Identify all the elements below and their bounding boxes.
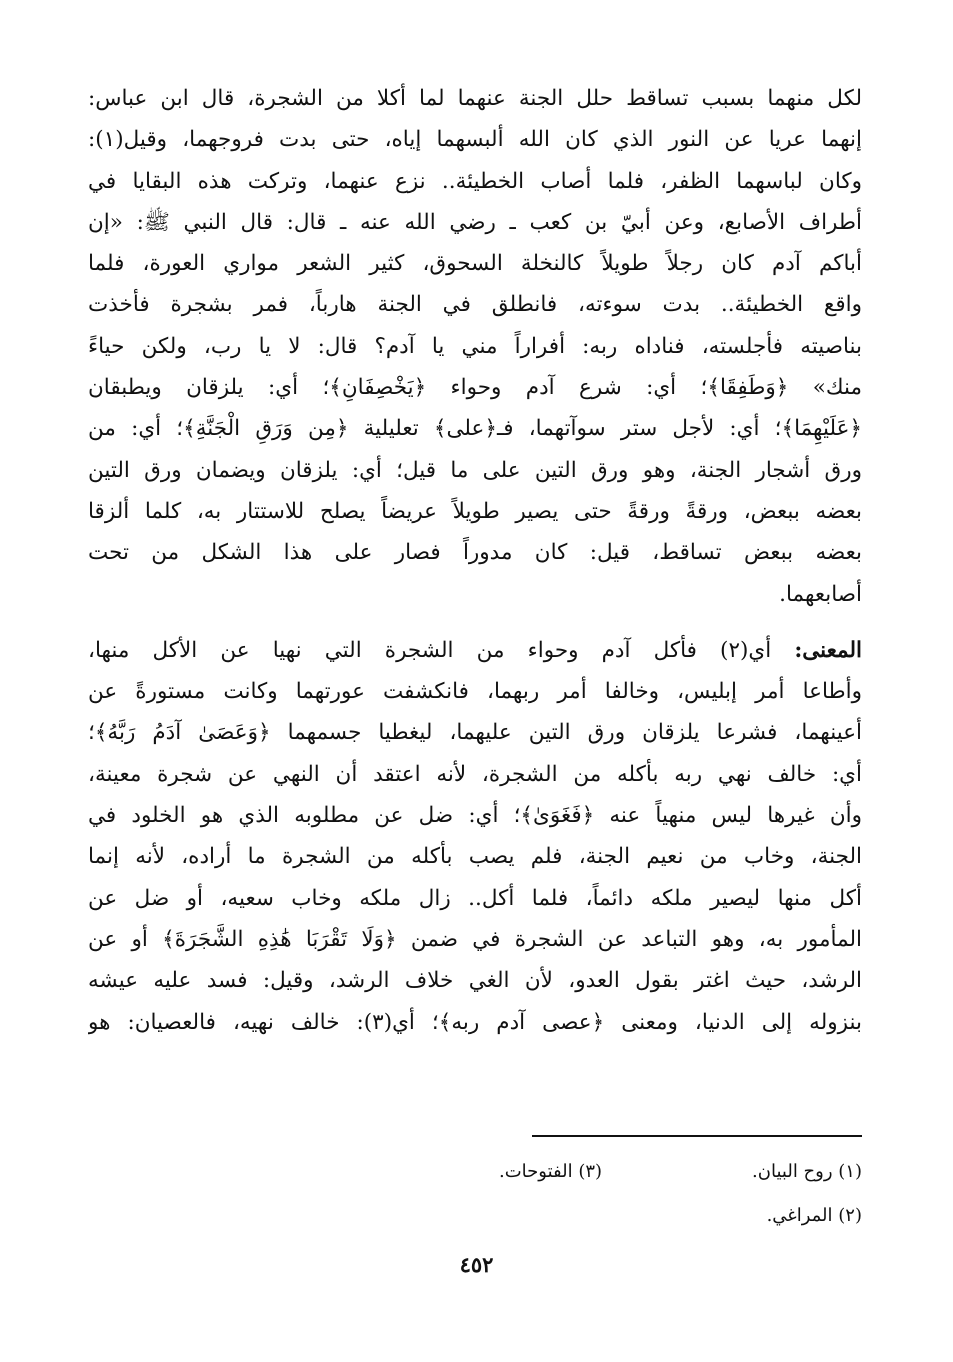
text-line: ﴿عَلَيْهِمَا﴾؛ أي: لأجل ستر سوآتهما، فـ﴿على﴾ تعليلية ﴿مِن وَرَقِ الْجَنَّةِ﴾؛ أي: من — [88, 416, 862, 442]
text-line: وكان لباسهما الظفر، فلما أصاب الخطيئة.. نزع عنهما، وتركت هذه البقايا في — [88, 168, 862, 194]
text-line: بنزوله إلى الدنيا، ومعنى ﴿عصى آدم ربه﴾؛ أي(٣): خالف نهيه، فالعصيان: هو — [88, 1009, 862, 1035]
text-line: بعضه ببعض، ورقةً ورقةً حتى يصير طويلاً عريضاً يصلح للاستتار به، كلما ألزقا — [88, 498, 862, 524]
text-line: بعضه ببعض تساقط، قيل: كان مدوراً فصار على هذا الشكل من تحت — [88, 540, 862, 566]
text-line: الجنة، وخاب من نعيم الجنة، فلم يصب بأكله من الشجرة ما أراده، لأنه إنما — [88, 844, 862, 870]
page-body — [88, 78, 862, 1043]
footnote-divider — [532, 1135, 862, 1137]
text-line: أصابعهما. — [779, 581, 862, 607]
text-line: أطراف الأصابع، وعن أبيّ بن كعب ـ رضي الله عنه ـ قال: قال النبي ﷺ: «إن — [88, 209, 862, 235]
page-number: ٤٥٢ — [459, 1252, 494, 1277]
footnote-row — [88, 1150, 862, 1194]
text-line: وأن غيرها ليس منهياً عنه ﴿فَغَوَىٰ﴾؛ أي: ضل عن مطلوبه الذي هو الخلود في — [88, 803, 862, 829]
text-line: أعينهما، فشرعا يلزقان ورق التين عليهما، ليغطيا جسمهما ﴿وَعَصَىٰ آدَمُ رَبَّهُ﴾؛ — [88, 720, 862, 746]
text-line-first — [88, 630, 862, 671]
footnote-1: (١) روح البيان. — [752, 1161, 862, 1182]
paragraph-2 — [88, 630, 862, 1043]
text-line: أي: خالف نهي ربه بأكله من الشجرة، لأنه اعتقد أن النهي عن شجرة معينة، — [88, 761, 862, 787]
text-line: بناصيته فأجلسته، فناداه ربه: أفراراً مني يا آدم؟ قال: لا يا رب، ولكن حياءً — [88, 333, 862, 359]
text-line: منك» ﴿وَطَفِقَا﴾؛ أي: شرع آدم وحواء ﴿يَخْصِفَانِ﴾؛ أي: يلزقان ويطبقان — [88, 375, 862, 401]
text-line: أكل منها ليصير ملكه دائماً، فلما أكل.. زال ملكه وخاب سعيه، أو ضل عن — [88, 885, 862, 911]
text-line: إنهما عريا عن النور الذي كان الله ألبسهما إياه، حتى بدت فروجهما، وقيل(١): — [88, 127, 862, 153]
text-line: المأمور به، وهو التباعد عن الشجرة في ضمن ﴿وَلَا تَقْرَبَا هَٰذِهِ الشَّجَرَةَ﴾ أو عن — [88, 926, 862, 952]
footnote-3: (٣) الفتوحات. — [499, 1161, 603, 1182]
footnote-2: (٢) المراغي. — [766, 1205, 862, 1226]
footnote-row — [88, 1194, 862, 1238]
meaning-heading: المعنى: — [794, 637, 862, 663]
text-line: لكل منهما بسبب تساقط حلل الجنة عنهما لما أكلا من الشجرة، قال ابن عباس: — [88, 86, 862, 111]
text-line: واقع الخطيئة.. بدت سوءته، فانطلق في الجنة هارباً، فمر بشجرة فأخذت — [88, 292, 862, 318]
text-line-rest: أي(٢) فأكل آدم وحواء من الشجرة التي نهيا عن الأكل منها، — [88, 637, 772, 663]
paragraph-1 — [88, 78, 862, 615]
text-line: الرشد، حيث اغتر بقول العدو، لأن الغي خلاف الرشد، وقيل: فسد عليه عيشه — [88, 968, 862, 994]
footnotes — [88, 1150, 862, 1238]
text-line: ورق أشجار الجنة، وهو ورق التين على ما قيل؛ أي: يلزقان ويضمان ورق التين — [88, 457, 862, 483]
text-line: وأطاعا أمر إبليس، وخالفا أمر ربهما، فانكشفت عورتهما وكانت مستورةً عن — [88, 679, 862, 705]
text-line: أباكم آدم كان رجلاً طويلاً كالنخلة السحوق، كثير الشعر مواري العورة، فلما — [88, 251, 862, 277]
